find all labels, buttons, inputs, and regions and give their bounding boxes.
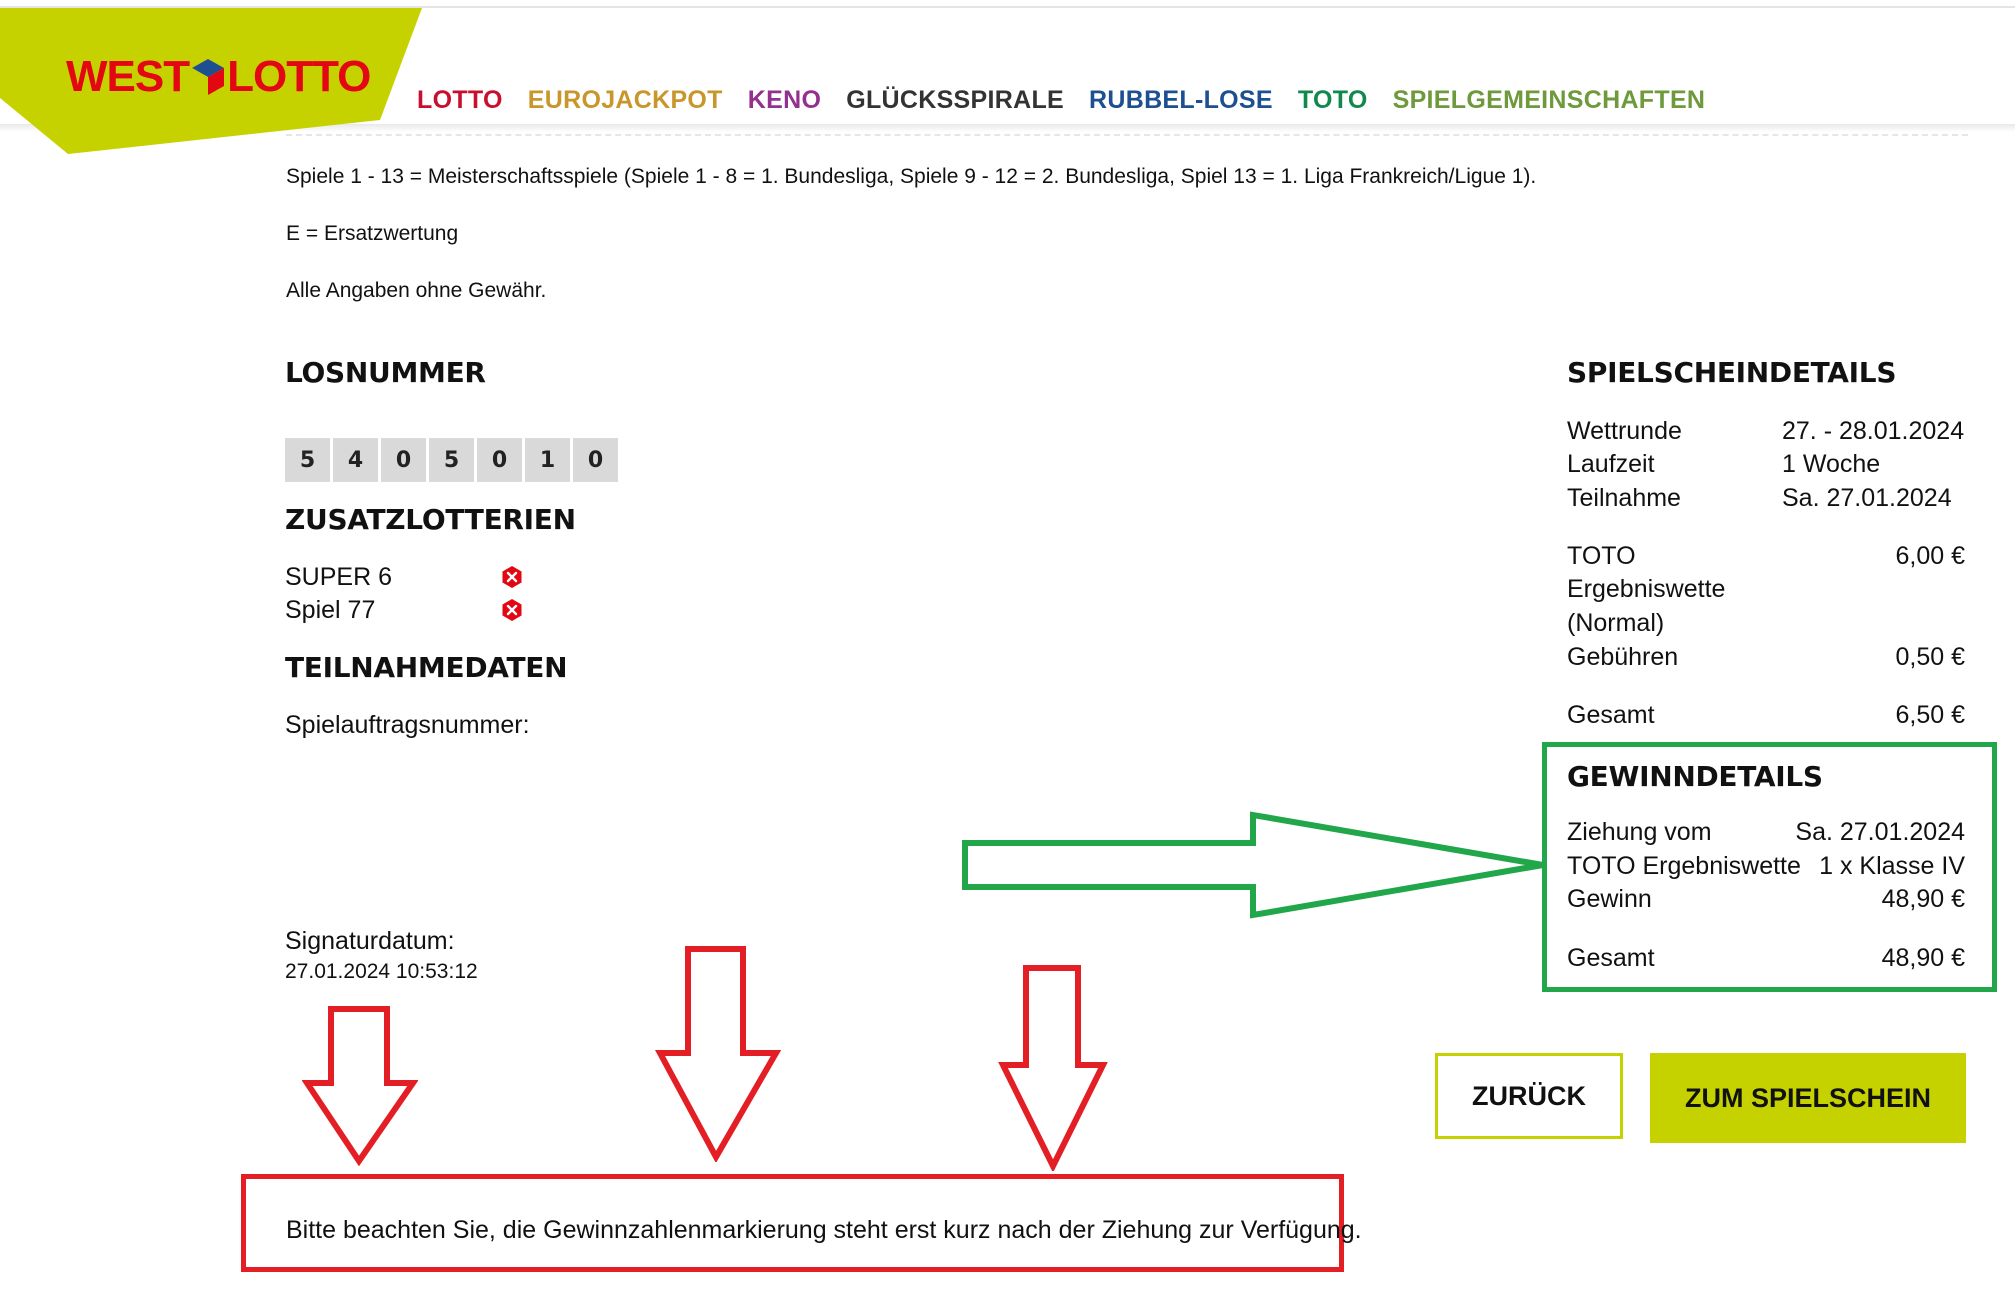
digit-box: 5 [429, 438, 474, 482]
to-ticket-button[interactable]: ZUM SPIELSCHEIN [1650, 1053, 1966, 1143]
gewinndetails-heading: GEWINNDETAILS [1567, 760, 1823, 793]
win-amount-label: Gewinn [1567, 885, 1652, 913]
win-class-label: TOTO Ergebniswette [1567, 852, 1801, 880]
replacement-note: E = Ersatzwertung [286, 222, 459, 245]
win-total-label: Gesamt [1567, 944, 1655, 972]
teilnahme-label: Teilnahme [1567, 484, 1681, 512]
toto-label-line2: Ergebniswette [1567, 575, 1726, 603]
win-class-value: 1 x Klasse IV [1819, 852, 1965, 880]
wettrunde-value: 27. - 28.01.2024 [1782, 417, 1965, 445]
green-arrow-right-icon [960, 810, 1550, 920]
ticket-total-label: Gesamt [1567, 701, 1655, 729]
x-circle-icon [501, 566, 523, 588]
spielscheindetails-heading: SPIELSCHEINDETAILS [1567, 356, 1897, 389]
x-circle-icon [501, 599, 523, 621]
win-details-highlight-box [1542, 742, 1997, 992]
win-amount-value: 48,90 € [1881, 885, 1965, 913]
laufzeit-label: Laufzeit [1567, 450, 1655, 478]
teilnahme-value: Sa. 27.01.2024 [1782, 484, 1952, 512]
disclaimer-note: Alle Angaben ohne Gewähr. [286, 279, 547, 302]
losnummer-digits [285, 438, 618, 482]
nav-keno[interactable]: KENO [747, 86, 822, 114]
laufzeit-value: 1 Woche [1782, 450, 1881, 478]
order-number-label: Spielauftragsnummer: [285, 711, 530, 739]
content-separator [286, 134, 1968, 136]
toto-label-line3: (Normal) [1567, 609, 1665, 637]
fees-label: Gebühren [1567, 643, 1679, 671]
wettrunde-label: Wettrunde [1567, 417, 1682, 445]
digit-box: 4 [333, 438, 378, 482]
digit-box: 0 [573, 438, 618, 482]
digit-box: 1 [525, 438, 570, 482]
nav-rubbel-lose[interactable]: RUBBEL-LOSE [1089, 86, 1273, 114]
losnummer-heading: LOSNUMMER [285, 356, 486, 389]
back-button[interactable]: ZURÜCK [1435, 1053, 1623, 1139]
games-note: Spiele 1 - 13 = Meisterschaftsspiele (Spiele 1 - 8 = 1. Bundesliga, Spiele 9 - 12 = 2. Bundesliga, Spiel 13 = 1. Liga Frankreich/Ligue 1). [286, 165, 1537, 188]
logo-text-lotto: LOTTO [227, 52, 371, 101]
super6-label: SUPER 6 [285, 563, 392, 591]
main-navigation [417, 86, 1705, 115]
signature-value: 27.01.2024 10:53:12 [285, 960, 478, 983]
nav-gluecksspirale[interactable]: GLÜCKSSPIRALE [846, 86, 1065, 114]
nav-lotto[interactable]: LOTTO [417, 86, 503, 114]
logo-cube-icon [191, 58, 225, 96]
nav-spielgemeinschaften[interactable]: SPIELGEMEINSCHAFTEN [1392, 86, 1706, 114]
signature-label: Signaturdatum: [285, 927, 455, 955]
nav-eurojackpot[interactable]: EUROJACKPOT [527, 86, 723, 114]
spiel77-label: Spiel 77 [285, 596, 376, 624]
red-arrow-down-icon [655, 944, 781, 1162]
ticket-total-value: 6,50 € [1895, 701, 1965, 729]
digit-box: 0 [381, 438, 426, 482]
red-arrow-down-icon [302, 1004, 418, 1166]
draw-date-label: Ziehung vom [1567, 818, 1712, 846]
logo-text-west: WEST [66, 52, 190, 101]
toto-value: 6,00 € [1895, 542, 1965, 570]
nav-toto[interactable]: TOTO [1297, 86, 1368, 114]
teilnahmedaten-heading: TEILNAHMEDATEN [285, 651, 568, 684]
win-total-value: 48,90 € [1881, 944, 1965, 972]
red-arrow-down-icon [998, 963, 1108, 1171]
zusatzlotterien-heading: ZUSATZLOTTERIEN [285, 503, 576, 536]
westlotto-logo[interactable] [66, 52, 370, 102]
fees-value: 0,50 € [1895, 643, 1965, 671]
draw-date-value: Sa. 27.01.2024 [1795, 818, 1965, 846]
digit-box: 5 [285, 438, 330, 482]
winning-numbers-notice: Bitte beachten Sie, die Gewinnzahlenmarkierung steht erst kurz nach der Ziehung zur Verfügung. [286, 1216, 1362, 1244]
digit-box: 0 [477, 438, 522, 482]
toto-label-line1: TOTO [1567, 542, 1636, 570]
